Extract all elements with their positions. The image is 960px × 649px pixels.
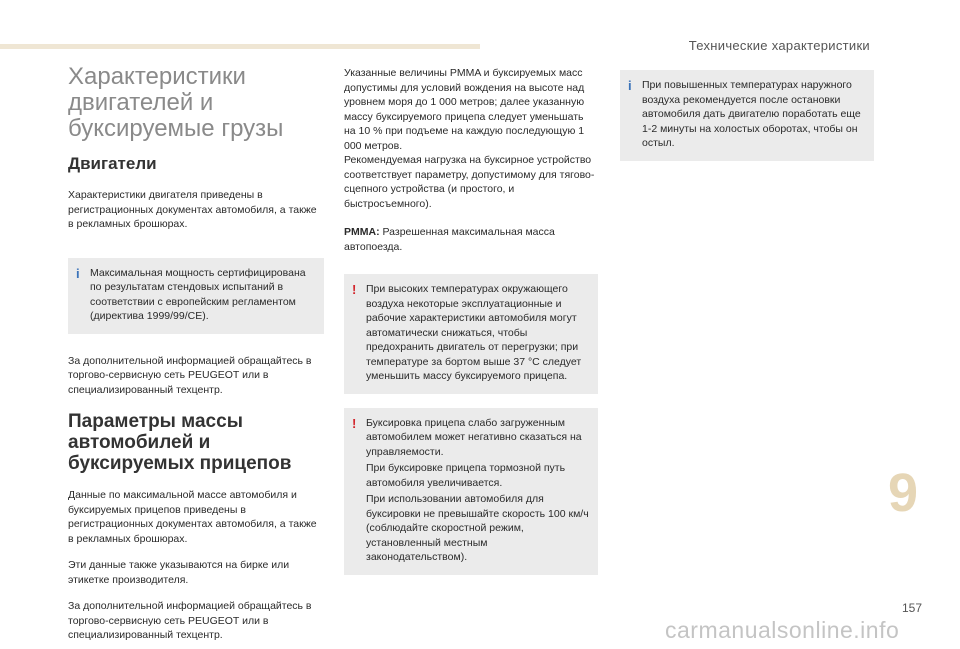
chapter-number: 9: [888, 463, 919, 523]
warning-towing-text-2: При буксировке прицепа тормозной путь автомобиля увеличивается.: [366, 462, 566, 489]
label-paragraph: Эти данные также указываются на бирке или этикетке производителя.: [68, 559, 290, 586]
engines-paragraph: Характеристики двигателя приведены в регистрационных документах автомобиля, а также в рекламных брошюрах.: [68, 189, 317, 230]
section-title-mass: Параметры массы автомобилей и буксируемых прицепов: [68, 411, 292, 474]
more-info-paragraph-1: За дополнительной информацией обращайтесь в торгово-сервисную сеть PEUGEOT или в специализированный техцентр.: [68, 354, 312, 396]
info-box-hot-text: При повышенных температурах наружного воздуха рекомендуется после остановки автомобиля дать двигателю поработать еще 1-2 минуты на холостых оборотах, чтобы он остыл.: [642, 79, 861, 149]
page-title: Характеристики двигателей и буксируемые грузы: [68, 63, 284, 142]
mass-paragraph: Данные по максимальной массе автомобиля и буксируемых прицепов приведены в регистрационных документах автомобиля, а также в рекламных брошюрах.: [68, 489, 317, 545]
warning-icon: !: [352, 282, 357, 297]
header-rule: [0, 44, 480, 49]
running-header: Технические характеристики: [688, 38, 870, 53]
pmma-definition: [344, 225, 598, 254]
warning-box-towing: [344, 408, 598, 575]
values-paragraph: Указанные величины PMMA и буксируемых масс допустимы для условий вождения на высоте над уровнем моря до 1 000 метров; далее указанную массу буксируемого прицепа следует уменьшать на 10 % при подъеме на каждую последующую 1 000 метров.: [344, 67, 585, 152]
more-info-paragraph-2: За дополнительной информацией обращайтесь в торгово-сервисную сеть PEUGEOT или в специализированный техцентр.: [68, 600, 312, 641]
page-number: 157: [902, 601, 923, 615]
recommended-paragraph: Рекомендуемая нагрузка на буксирное устройство соответствует параметру, допустимому для тягово-сцепного устройства (и простого, и быстросъемного).: [344, 154, 595, 210]
warning-towing-text-3: При использовании автомобиля для буксировки не превышайте скорость 100 км/ч (соблюдайте скоростной режим, установленный местным законодательством).: [366, 493, 589, 563]
info-icon: i: [628, 78, 632, 93]
section-title-engines: Двигатели: [68, 154, 157, 173]
column-left: [68, 64, 324, 643]
info-icon: i: [76, 265, 80, 281]
warning-icon: !: [352, 415, 357, 431]
column-right: [620, 70, 874, 161]
warning-box-heat: [344, 274, 598, 394]
pmma-text: Разрешенная максимальная масса автопоезда.: [344, 226, 555, 253]
info-box-hot-weather: [620, 70, 874, 161]
info-box-power: [68, 258, 324, 334]
watermark: carmanualsonline.info: [665, 617, 900, 643]
pmma-label: PMMA:: [344, 226, 380, 238]
info-box-power-text: Максимальная мощность сертифицирована по результатам стендовых испытаний в соответствии с европейским регламентом (директива 1999/99/CE).: [90, 266, 306, 322]
column-middle: [344, 66, 598, 575]
warning-box-heat-text: При высоких температурах окружающего воздуха некоторые эксплуатационные и рабочие характеристики автомобиля могут автоматически снижаться, чтобы предохранить двигатель от перегрузки; при температуре за бортом выше 37 °C следует уменьшить массу буксируемого прицепа.: [366, 283, 582, 382]
warning-towing-text-1: Буксировка прицепа слабо загруженным автомобилем может негативно сказаться на управляемости.: [366, 416, 582, 458]
